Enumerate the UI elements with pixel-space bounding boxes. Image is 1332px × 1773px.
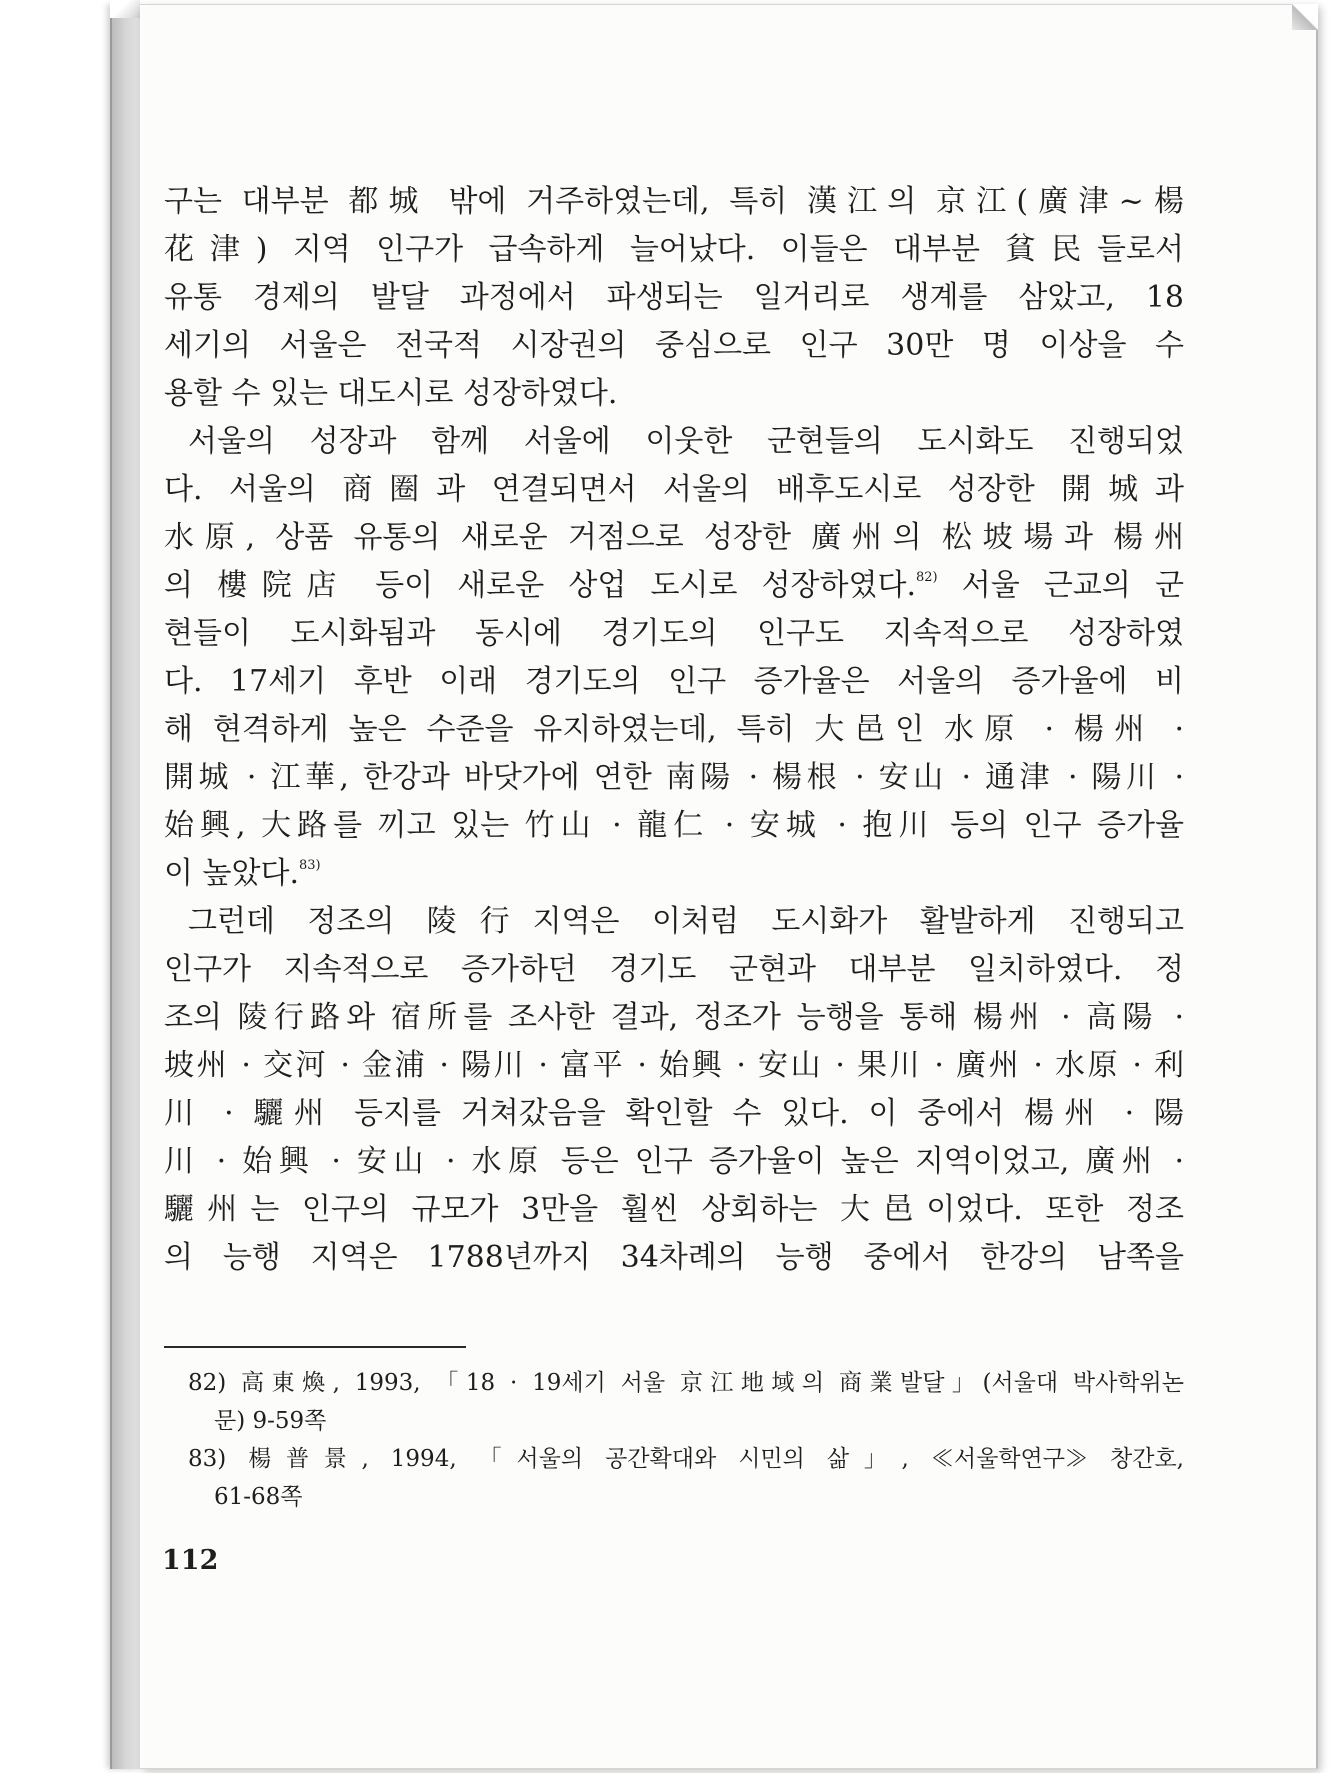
text-line: 坡州 · 交河 · 金浦 · 陽川 · 富平 · 始興 · 安山 · 果川 · 廣州 · 水原 · 利 [164,1048,1184,1083]
text-line: 다. 서울의 商圈과 연결되면서 서울의 배후도시로 성장한 開城과 [164,472,1184,507]
text-line-segment: 서울 근교의 군 [937,568,1184,603]
text-line-segment: 의 樓院店 등이 새로운 상업 도시로 성장하였다. [164,568,917,603]
footnotes [188,1364,1184,1516]
text-line: 의 능행 지역은 1788년까지 34차례의 능행 중에서 한강의 남쪽을 [164,1240,1184,1275]
footnote-83: 83) 楊普景, 1994, 「서울의 공간확대와 시민의 삶」, ≪서울학연구≫ 창간호, [188,1446,1184,1472]
text-line: 開城 · 江華, 한강과 바닷가에 연한 南陽 · 楊根 · 安山 · 通津 · 陽川 · [164,760,1184,795]
text-line: 驪州는 인구의 규모가 3만을 훨씬 상회하는 大邑이었다. 또한 정조 [164,1192,1184,1227]
text-line: 구는 대부분 都城 밖에 거주하였는데, 특히 漢江의 京江(廣津~楊 [164,184,1184,219]
text-line: 세기의 서울은 전국적 시장권의 중심으로 인구 30만 명 이상을 수 [164,328,1184,363]
text-line: 川 · 始興 · 安山 · 水原 등은 인구 증가율이 높은 지역이었고, 廣州 · [164,1144,1184,1179]
footnote-82: 82) 高東煥, 1993, 「18 · 19세기 서울 京江地域의 商業발달」(서울대 박사학위논 [188,1370,1184,1396]
footnote-83-continued: 61-68쪽 [214,1484,303,1510]
text-line: 조의 陵行路와 宿所를 조사한 결과, 정조가 능행을 통해 楊州 · 高陽 · [164,1000,1184,1035]
main-text [164,178,1184,1282]
footnote-ref-82[interactable]: 82) [916,570,938,585]
text-line: 그런데 정조의 陵行지역은 이처럼 도시화가 활발하게 진행되고 [188,904,1184,939]
footnote-ref-83[interactable]: 83) [299,858,321,873]
text-line: 始興, 大路를 끼고 있는 竹山 · 龍仁 · 安城 · 抱川 등의 인구 증가율 [164,808,1184,843]
text-line: 인구가 지속적으로 증가하던 경기도 군현과 대부분 일치하였다. 정 [164,952,1184,987]
book-spine-edge [110,4,142,1769]
text-line-segment: 이 높았다. [164,856,299,891]
page-number: 112 [162,1545,219,1576]
text-line: 다. 17세기 후반 이래 경기도의 인구 증가율은 서울의 증가율에 비 [164,664,1184,699]
text-line: 川 · 驪州 등지를 거쳐갔음을 확인할 수 있다. 이 중에서 楊州 · 陽 [164,1096,1184,1131]
footnote-82-continued: 문) 9-59쪽 [214,1408,327,1434]
footnote-divider [164,1346,466,1348]
page-corner-fold [1292,4,1318,30]
text-line: 서울의 성장과 함께 서울에 이웃한 군현들의 도시화도 진행되었 [188,424,1184,459]
text-line: 水原, 상품 유통의 새로운 거점으로 성장한 廣州의 松坡場과 楊州 [164,520,1184,555]
text-line-with-footnote-82 [164,562,1184,610]
book-edge-highlight [110,0,140,18]
text-line: 해 현격하게 높은 수준을 유지하였는데, 특히 大邑인 水原 · 楊州 · [164,712,1184,747]
text-line: 용할 수 있는 대도시로 성장하였다. [164,376,618,411]
text-line: 花津) 지역 인구가 급속하게 늘어났다. 이들은 대부분 貧民들로서 [164,232,1184,267]
text-line: 유통 경제의 발달 과정에서 파생되는 일거리로 생계를 삼았고, 18 [164,280,1184,315]
text-line-with-footnote-83 [164,850,1184,898]
text-line: 현들이 도시화됨과 동시에 경기도의 인구도 지속적으로 성장하였 [164,616,1184,651]
